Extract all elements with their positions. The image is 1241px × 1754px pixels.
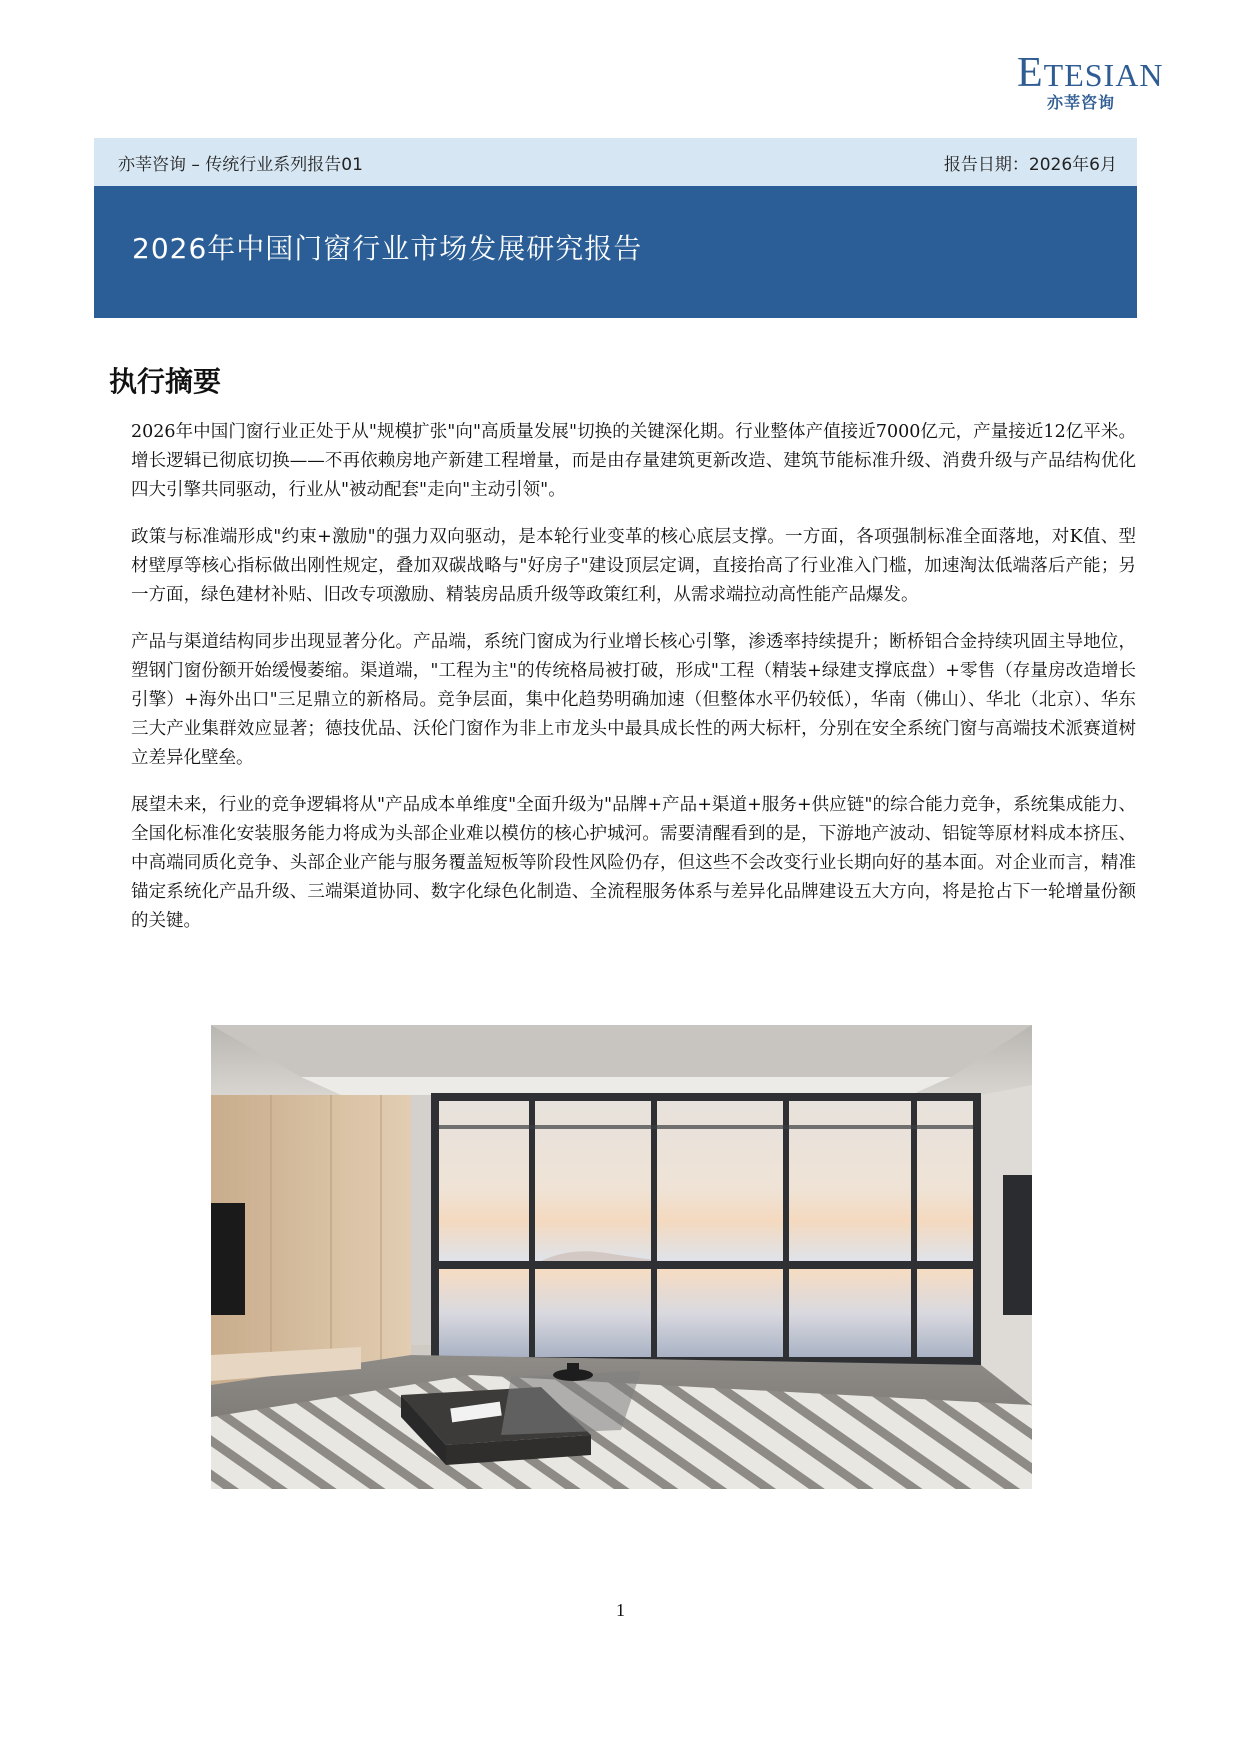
logo-wordmark — [1017, 50, 1164, 96]
page-number: 1 — [616, 1600, 625, 1620]
paragraph: 政策与标准端形成"约束+激励"的强力双向驱动，是本轮行业变革的核心底层支撑。一方面，各项强制标准全面落地，对K值、型材壁厚等核心指标做出刚性规定，叠加双碳战略与"好房子"建设顶层定调，直接抬高了行业准入门槛，加速淘汰低端落后产能；另一方面，绿色建材补贴、旧改专项激励、精装房品质升级等政策红利，从需求端拉动高性能产品爆发。 — [131, 527, 1136, 605]
section-heading: 执行摘要 — [109, 365, 222, 398]
report-series: 亦莘咨询 – 传统行业系列报告01 — [118, 154, 363, 175]
logo-rest: TESIAN — [1043, 57, 1164, 93]
report-date: 报告日期：2026年6月 — [943, 154, 1117, 175]
paragraph: 产品与渠道结构同步出现显著分化。产品端，系统门窗成为行业增长核心引擎，渗透率持续提升；断桥铝合金持续巩固主导地位，塑钢门窗份额开始缓慢萎缩。渠道端，"工程为主"的传统格局被打破，形成"工程（精装+绿建支撑底盘）+零售（存量房改造增长引擎）+海外出口"三足鼎立的新格局。竞争层面，集中化趋势明确加速（但整体水平仍较低），华南（佛山）、华北（北京）、华东三大产业集群效应显著；德技优品、沃伦门窗作为非上市龙头中最具成长性的两大标杆，分别在安全系统门窗与高端技术派赛道树立差异化壁垒。 — [131, 632, 1136, 768]
paragraph: 2026年中国门窗行业正处于从"规模扩张"向"高质量发展"切换的关键深化期。行业整体产值接近7000亿元，产量接近12亿平米。增长逻辑已彻底切换——不再依赖房地产新建工程增量，而是由存量建筑更新改造、建筑节能标准升级、消费升级与产品结构优化四大引擎共同驱动，行业从"被动配套"走向"主动引领"。 — [131, 422, 1136, 500]
logo-chinese-name: 亦莘咨询 — [1046, 93, 1115, 112]
report-header-band — [94, 138, 1137, 186]
paragraph: 展望未来，行业的竞争逻辑将从"产品成本单维度"全面升级为"品牌+产品+渠道+服务+供应链"的综合能力竞争，系统集成能力、全国化标准化安装服务能力将成为头部企业难以模仿的核心护城河。需要清醒看到的是，下游地产波动、铝锭等原材料成本挤压、中高端同质化竞争、头部企业产能与服务覆盖短板等阶段性风险仍存，但这些不会改变行业长期向好的基本面。对企业而言，精准锚定系统化产品升级、三端渠道协同、数字化绿色化制造、全流程服务体系与差异化品牌建设五大方向，将是抢占下一轮增量份额的关键。 — [131, 795, 1136, 931]
report-title: 2026年中国门窗行业市场发展研究报告 — [132, 232, 643, 265]
logo-initial: E — [1017, 50, 1044, 96]
company-logo — [1017, 50, 1164, 113]
title-band — [94, 186, 1137, 318]
living-room-window-photo — [211, 1025, 1032, 1489]
summary-body — [131, 418, 1136, 954]
